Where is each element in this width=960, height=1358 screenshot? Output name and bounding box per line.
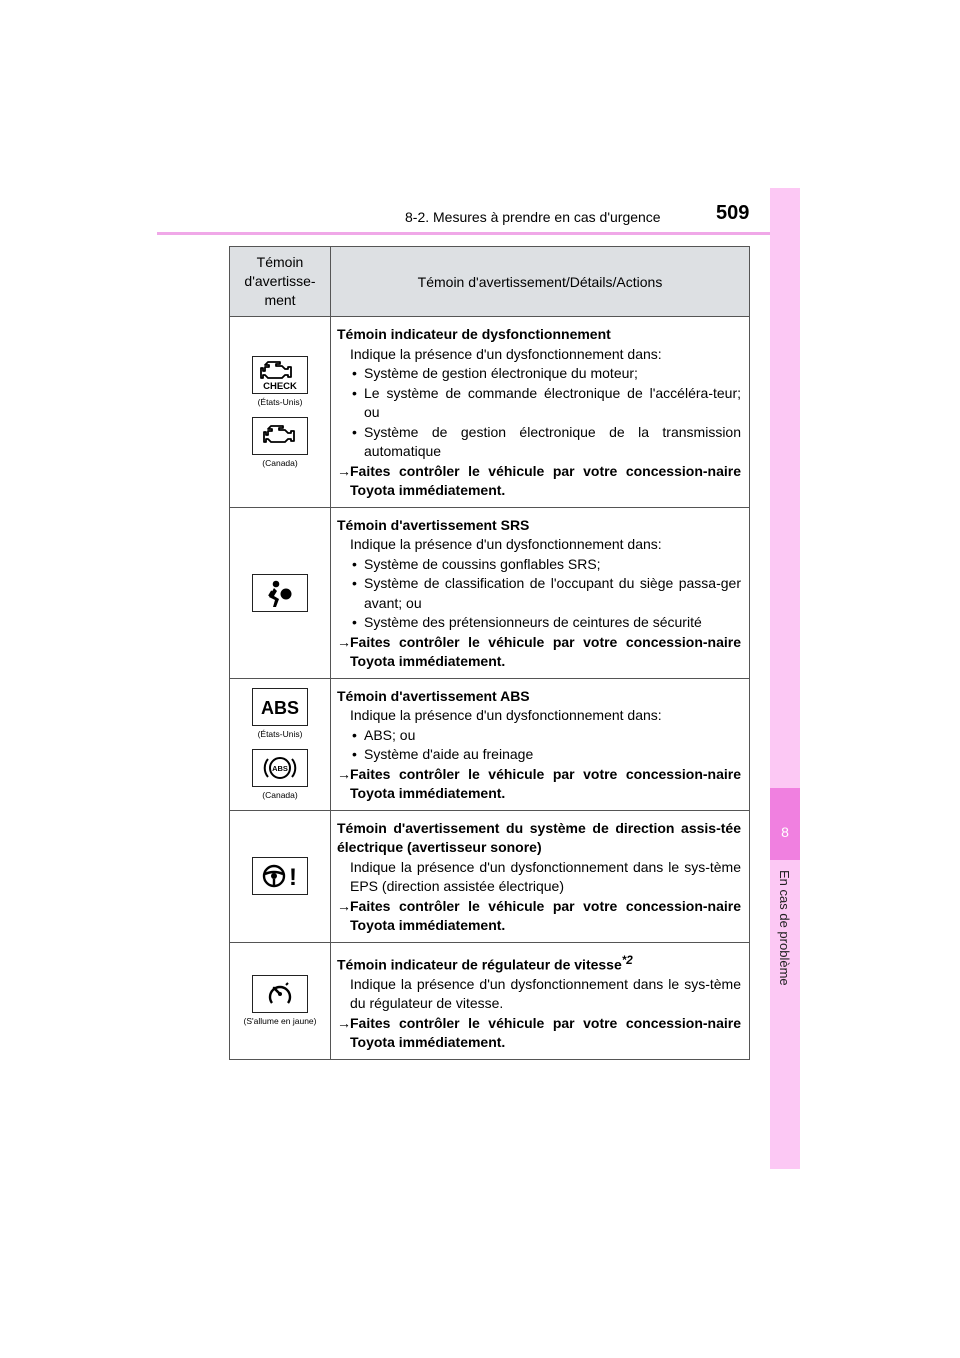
table-row — [230, 507, 750, 678]
warning-title: Témoin d'avertissement du système de direction assis-tée électrique (avertisseur sonore) — [337, 819, 741, 855]
warning-title — [337, 951, 741, 975]
side-tab — [770, 188, 800, 1169]
details-cell — [331, 942, 750, 1059]
icon-caption: (S'allume en jaune) — [243, 1016, 317, 1027]
icon-cell — [230, 942, 331, 1059]
col-header-details: Témoin d'avertissement/Détails/Actions — [331, 247, 750, 317]
exclamation-mark: ! — [289, 864, 297, 891]
arrow-icon: → — [337, 462, 351, 479]
bullet-item: • Système de gestion électronique du moteur; — [337, 364, 741, 384]
icon-caption: (Canada) — [262, 790, 298, 800]
warning-intro: Indique la présence d'un dysfonctionnement dans le sys-tème du régulateur de vitesse. — [350, 975, 741, 1012]
section-title: 8-2. Mesures à prendre en cas d'urgence — [405, 209, 661, 225]
eps-steering-icon — [252, 857, 308, 895]
bullet-item: • Système de classification de l'occupant du siège passa-ger avant; ou — [337, 574, 741, 613]
action-text — [337, 1014, 741, 1053]
footnote-marker: *2 — [621, 953, 633, 967]
icon-cell — [230, 507, 331, 678]
icon-caption: (États-Unis) — [257, 396, 303, 407]
table-row — [230, 678, 750, 810]
action-text — [337, 765, 741, 804]
action-text — [337, 462, 741, 501]
action-text — [337, 897, 741, 936]
warning-title: Témoin d'avertissement ABS — [337, 687, 530, 704]
icon-cell — [230, 810, 331, 942]
warning-intro: Indique la présence d'un dysfonctionnement dans: — [350, 536, 662, 552]
table-row — [230, 317, 750, 508]
warning-title: Témoin indicateur de dysfonctionnement — [337, 326, 611, 342]
details-cell — [331, 810, 750, 942]
col-header-line: ment — [264, 292, 296, 308]
col-header-line: d'avertisse- — [244, 273, 316, 289]
header-rule — [157, 232, 799, 235]
table-row — [230, 942, 750, 1059]
warning-title: Témoin d'avertissement SRS — [337, 516, 530, 533]
warning-intro: Indique la présence d'un dysfonctionnement dans: — [350, 345, 662, 362]
action-label: Faites contrôler le véhicule par votre concession-naire Toyota immédiatement. — [350, 897, 741, 933]
arrow-icon: → — [337, 897, 351, 914]
bullet-item: • Système de coussins gonflables SRS; — [337, 555, 741, 575]
arrow-icon: → — [337, 633, 351, 650]
action-label: Faites contrôler le véhicule par votre concession-naire Toyota immédiatement. — [350, 633, 741, 669]
bullet-item: • Le système de commande électronique de l'accéléra-teur; ou — [337, 384, 741, 423]
abs-text-icon — [252, 688, 308, 726]
details-cell — [331, 317, 750, 508]
action-text — [337, 633, 741, 672]
icon-cell — [230, 678, 331, 810]
action-label: Faites contrôler le véhicule par votre concession-naire Toyota immédiatement. — [350, 462, 741, 498]
warning-lights-table — [229, 246, 750, 1060]
bullet-item: • Système de gestion électronique de la transmission automatique — [337, 423, 741, 462]
icon-caption: (Canada) — [262, 457, 298, 468]
bullet-item: • Système d'aide au freinage — [337, 745, 741, 765]
bullet-item: • Système des prétensionneurs de ceintures de sécurité — [337, 613, 741, 633]
bullet-item: • ABS; ou — [337, 726, 741, 746]
warning-intro: Indique la présence d'un dysfonctionnement dans: — [350, 707, 662, 723]
arrow-icon: → — [337, 1014, 351, 1031]
table-header-row — [230, 247, 750, 317]
icon-caption: (États-Unis) — [257, 729, 303, 739]
warning-intro: Indique la présence d'un dysfonctionnement dans le sys-tème EPS (direction assistée électrique) — [350, 858, 741, 894]
airbag-icon — [252, 574, 308, 612]
side-tab-number: 8 — [781, 824, 789, 840]
details-cell — [331, 678, 750, 810]
engine-icon — [252, 417, 308, 455]
check-label: CHECK — [263, 380, 297, 392]
action-label: Faites contrôler le véhicule par votre concession-naire Toyota immédiatement. — [350, 765, 741, 801]
action-label: Faites contrôler le véhicule par votre concession-naire Toyota immédiatement. — [350, 1014, 741, 1051]
check-engine-icon — [252, 356, 308, 394]
abs-label: ABS — [260, 698, 300, 718]
abs-circle-label: ABS — [272, 764, 288, 773]
page-number: 509 — [716, 202, 750, 224]
cruise-control-icon — [252, 975, 308, 1013]
arrow-icon: → — [337, 765, 351, 782]
details-cell — [331, 507, 750, 678]
abs-circle-icon — [252, 749, 308, 787]
warning-title-text: Témoin indicateur de régulateur de vitesse — [337, 956, 622, 973]
icon-cell — [230, 317, 331, 508]
col-header-warning-light — [230, 247, 331, 317]
side-tab-label: En cas de problème — [777, 870, 792, 986]
table-row — [230, 810, 750, 942]
col-header-line: Témoin — [256, 254, 304, 270]
